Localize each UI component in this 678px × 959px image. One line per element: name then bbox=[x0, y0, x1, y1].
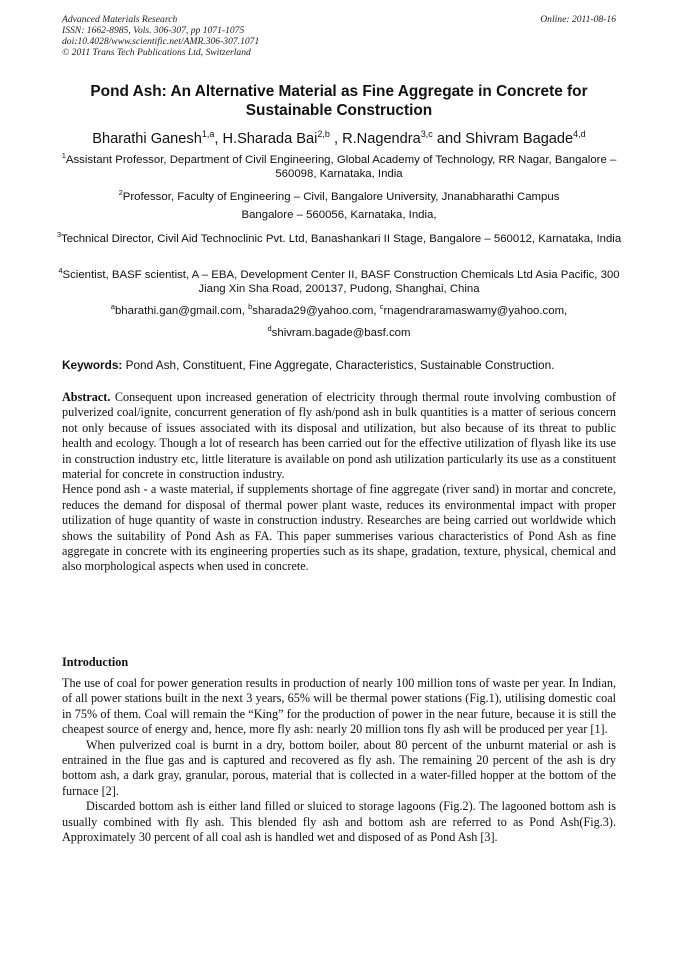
keywords-text: Pond Ash, Constituent, Fine Aggregate, Characteristics, Sustainable Construction. bbox=[125, 358, 555, 372]
journal-copyright: © 2011 Trans Tech Publications Ltd, Switzerland bbox=[62, 47, 251, 58]
email-d[interactable]: shivram.bagade@basf.com bbox=[271, 326, 411, 339]
affiliation-2 bbox=[56, 186, 622, 204]
author-separator: and bbox=[432, 130, 462, 147]
journal-doi: doi:10.4028/www.scientific.net/AMR.306-307.1071 bbox=[62, 36, 260, 47]
affiliation-1 bbox=[56, 149, 622, 182]
journal-header bbox=[62, 14, 259, 58]
affiliation-3 bbox=[56, 228, 622, 246]
abstract-text-1: Consequent upon increased generation of electricity through thermal route involving combustion of pulverized coal/ignite, concurrent generation of fly ash/pond ash in bulk quantities is a matter of serious concern not only because of issues associated with its disposal and utilization, but also because of its threat to public health and ecology. Though a lot of research has been carried out for the effective utilization of flyash like its use in construction industry etc, little literature is available on pond ash utilization particularly its use as a constituent material for concrete in construction industry. bbox=[62, 390, 616, 482]
affiliation-text: Assistant Professor, Department of Civil Engineering, Global Academy of Technology, RR Nagar, Bangalore – 560098, Karnataka, India bbox=[65, 153, 617, 181]
abstract bbox=[62, 390, 616, 575]
author-name: Bharathi Ganesh bbox=[92, 130, 202, 147]
affiliation-2-city bbox=[56, 208, 622, 223]
affiliation-text: Professor, Faculty of Engineering – Civil, Bangalore University, Jnanabharathi Campus bbox=[122, 190, 560, 203]
email-superscript: b bbox=[248, 302, 253, 311]
author-name: H.Sharada Bai bbox=[222, 130, 318, 147]
keywords bbox=[62, 358, 622, 373]
journal-issn: ISSN: 1662-8985, Vols. 306-307, pp 1071-1075 bbox=[62, 25, 245, 36]
author-separator: , bbox=[329, 130, 339, 147]
paper-title: Pond Ash: An Alternative Material as Fine Aggregate in Concrete for Sustainable Construction bbox=[90, 83, 588, 119]
online-date: Online: 2011-08-16 bbox=[540, 14, 616, 25]
author-name: Shivram Bagade bbox=[465, 130, 574, 147]
author-separator: , bbox=[214, 130, 219, 147]
email-line bbox=[56, 300, 622, 318]
author-superscript: 2,b bbox=[317, 129, 330, 139]
affiliation-superscript: 4 bbox=[58, 266, 63, 275]
author-list bbox=[40, 125, 638, 148]
intro-paragraph-2: When pulverized coal is burnt in a dry, bottom boiler, about 80 percent of the unburnt material or ash is entrained in the flue gas and is captured and recovered as fly ash. The remaining 20 percent of the ash is dry bottom ash, a dark gray, granular, porous, material that is collected in a water-filled hopper at the bottom of the furnace [2]. bbox=[62, 737, 616, 798]
abstract-paragraph-1 bbox=[62, 390, 616, 482]
author-name: R.Nagendra bbox=[342, 130, 421, 147]
affiliation-4 bbox=[56, 264, 622, 297]
affiliation-text: Technical Director, Civil Aid Technoclinic Pvt. Ltd, Banashankari II Stage, Bangalore – 560012, Karnataka, India bbox=[61, 232, 622, 245]
affiliation-superscript: 3 bbox=[56, 230, 61, 239]
email-superscript: d bbox=[267, 324, 272, 333]
email-line-2 bbox=[56, 322, 622, 340]
abstract-paragraph-2: Hence pond ash - a waste material, if supplements shortage of fine aggregate (river sand) in mortar and concrete, reduces the demand for disposal of thermal power plant waste, reduces its environmental impact with proper utilization of huge quantity of waste in construction industry. Researches are being carried out worldwide which shows the suitability of Pond Ash as FA. This paper summerises various characteristics of Pond Ash as fine aggregate in concrete with its engineering properties such as its shape, gradation, texture, physical, chemical and also morphological aspects when used in concrete. bbox=[62, 482, 616, 574]
abstract-label: Abstract. bbox=[62, 390, 111, 404]
journal-name: Advanced Materials Research bbox=[62, 14, 178, 25]
email-superscript: a bbox=[110, 302, 115, 311]
introduction-heading: Introduction bbox=[62, 655, 129, 669]
email-c[interactable]: rnagendraramaswamy@yahoo.com, bbox=[383, 304, 568, 317]
author-superscript: 4,d bbox=[573, 129, 586, 139]
affiliation-superscript: 2 bbox=[118, 188, 123, 197]
email-b[interactable]: sharada29@yahoo.com, bbox=[252, 304, 377, 317]
affiliation-text: Bangalore – 560056, Karnataka, India, bbox=[241, 209, 437, 221]
affiliation-superscript: 1 bbox=[61, 151, 66, 160]
author-superscript: 1,a bbox=[201, 129, 215, 139]
email-a[interactable]: bharathi.gan@gmail.com, bbox=[114, 304, 245, 317]
introduction-body bbox=[62, 676, 616, 845]
author-superscript: 3,c bbox=[420, 129, 433, 139]
email-superscript: c bbox=[379, 302, 384, 311]
keywords-label: Keywords: bbox=[62, 358, 123, 372]
intro-paragraph-3: Discarded bottom ash is either land filled or sluiced to storage lagoons (Fig.2). The lagooned bottom ash is usually combined with fly ash. This blended fly ash and bottom ash are referred to as Pond Ash(Fig.3). Approximately 30 percent of all coal ash is handled wet and disposed of as Pond Ash [3]. bbox=[62, 799, 616, 845]
affiliation-text: Scientist, BASF scientist, A – EBA, Development Center II, BASF Construction Chemicals Ltd Asia Pacific, 300 Jiang Xin Sha Road, 200137, Pudong, Shanghai, China bbox=[62, 268, 620, 296]
intro-paragraph-1: The use of coal for power generation results in production of nearly 100 million tons of waste per year. In Indian, of all power stations built in the next 3 years, 65% will be thermal power stations (Fig.1), utilising domestic coal in 75% of them. Coal will remain the “King” for the production of power in the near future, because it is still the cheapest source of energy and, hence, more fly ash: nearly 20 million tons fly ash will be produced per year [1]. bbox=[62, 676, 616, 737]
